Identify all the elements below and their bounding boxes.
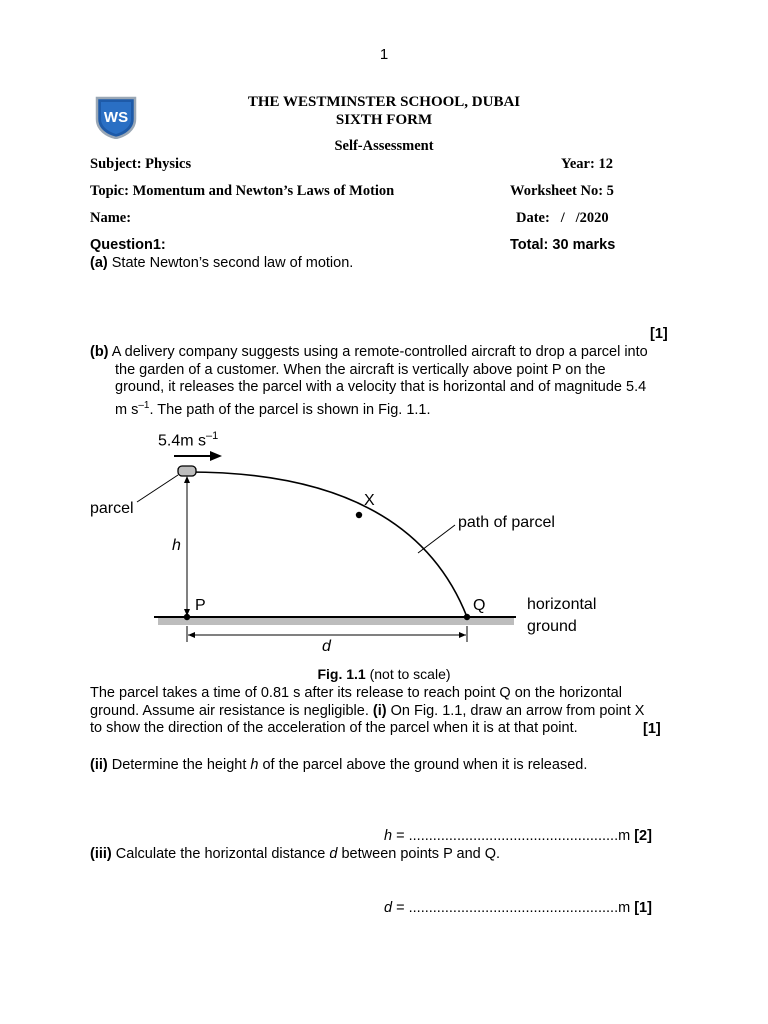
parcel-pointer — [137, 475, 178, 502]
part-i-line1: The parcel takes a time of 0.81 s after its release to reach point Q on the horizontal — [90, 685, 622, 701]
point-x-label: X — [364, 492, 375, 509]
part-i-line2-c: On Fig. 1.1, draw an arrow from point X — [386, 702, 645, 719]
part-iii-marks: [1] — [634, 900, 652, 916]
part-b-line4-rest: . The path of the parcel is shown in Fig. 1.1. — [149, 401, 431, 418]
part-ii-var: h — [250, 757, 259, 773]
height-arrow-top — [184, 476, 190, 483]
answer-d-blank[interactable]: .................................................... — [408, 900, 619, 916]
part-b-label: (b) — [90, 344, 109, 360]
velocity-unit: m s — [180, 432, 207, 450]
answer-h-blank[interactable]: .................................................... — [408, 828, 619, 844]
part-iii-var: d — [329, 846, 338, 862]
distance-arrow-left — [188, 632, 195, 638]
point-q-marker — [464, 614, 470, 620]
part-iii-answer-line — [384, 900, 652, 918]
answer-h-unit: m — [618, 828, 635, 844]
part-i-block — [90, 685, 690, 738]
part-a-text: State Newton’s second law of motion. — [111, 255, 354, 271]
part-ii-marks: [2] — [634, 828, 652, 844]
part-iii-text: Calculate the horizontal distance — [111, 846, 330, 862]
part-b-line1: A delivery company suggests using a remote-controlled aircraft to drop a parcel into — [111, 344, 648, 360]
velocity-value: 5.4 — [158, 432, 181, 450]
part-b-line4 — [90, 397, 690, 419]
date-label: Date: / /2020 — [516, 210, 609, 226]
ground-label-2: ground — [527, 618, 577, 635]
part-b-unit: m s — [115, 401, 139, 418]
part-b — [90, 344, 690, 419]
figure-1-1 — [0, 420, 768, 665]
velocity-arrowhead — [210, 451, 222, 461]
part-i-label: (i) — [372, 702, 387, 719]
parcel-label: parcel — [90, 500, 134, 517]
subject-label: Subject: Physics — [90, 156, 192, 172]
part-b-line2: the garden of a customer. When the aircraft is vertically above point P on the — [115, 361, 606, 378]
part-iii-label: (iii) — [90, 846, 112, 862]
velocity-label — [158, 430, 218, 450]
answer-d-eq: = — [392, 900, 409, 916]
part-ii-text: Determine the height — [107, 757, 251, 773]
path-pointer — [418, 525, 455, 553]
distance-arrow-right — [459, 632, 466, 638]
part-a-marks: [1] — [650, 326, 668, 342]
point-q-label: Q — [473, 597, 486, 614]
worksheet-label: Worksheet No: 5 — [510, 183, 614, 199]
part-i-line2-a: ground. Assume air resistance is negligible. — [90, 702, 373, 719]
part-ii — [90, 757, 587, 775]
caption-text: (not to scale) — [365, 666, 451, 682]
distance-label: d — [322, 638, 331, 655]
doc-type: Self-Assessment — [334, 138, 434, 154]
path-label: path of parcel — [458, 514, 555, 531]
answer-h-var: h — [384, 828, 393, 844]
part-a-label: (a) — [90, 255, 108, 271]
total-marks: Total: 30 marks — [510, 237, 616, 253]
answer-d-unit: m — [618, 900, 635, 916]
answer-d-var: d — [384, 900, 393, 916]
parcel-path — [188, 472, 467, 617]
part-i-line2 — [90, 703, 690, 721]
velocity-unit-exp: –1 — [206, 430, 219, 442]
year-label: Year: 12 — [561, 156, 613, 172]
school-name: THE WESTMINSTER SCHOOL, DUBAI — [247, 94, 521, 110]
topic-label: Topic: Momentum and Newton’s Laws of Motion — [90, 183, 395, 199]
logo-text: WS — [103, 109, 129, 126]
point-x-marker — [356, 512, 362, 518]
part-ii-answer-line — [384, 828, 652, 846]
part-i-marks: [1] — [643, 721, 661, 737]
name-label: Name: — [90, 210, 132, 226]
part-ii-text2: of the parcel above the ground when it is released. — [258, 757, 588, 773]
part-ii-label: (ii) — [90, 757, 108, 773]
division-title: SIXTH FORM — [335, 112, 433, 128]
page-number: 1 — [379, 46, 389, 63]
figure-caption — [0, 666, 768, 684]
part-b-line3: ground, it releases the parcel with a velocity that is horizontal and of magnitude 5.4 — [115, 379, 647, 395]
point-p-marker — [184, 614, 190, 620]
question-label: Question1: — [90, 237, 166, 253]
ground-hatch — [158, 618, 514, 625]
part-a — [90, 255, 353, 273]
point-p-label: P — [195, 597, 206, 614]
caption-fig-number: Fig. 1.1 — [317, 666, 366, 682]
part-iii — [90, 846, 500, 864]
parcel-shape — [178, 466, 196, 476]
part-i-line3: to show the direction of the acceleration of the parcel when it is at that point. — [90, 720, 578, 736]
answer-h-eq: = — [392, 828, 409, 844]
part-b-unit-exp: –1 — [138, 399, 150, 411]
ground-label-1: horizontal — [527, 596, 597, 613]
part-iii-text2: between points P and Q. — [337, 846, 501, 862]
height-label: h — [172, 537, 181, 554]
